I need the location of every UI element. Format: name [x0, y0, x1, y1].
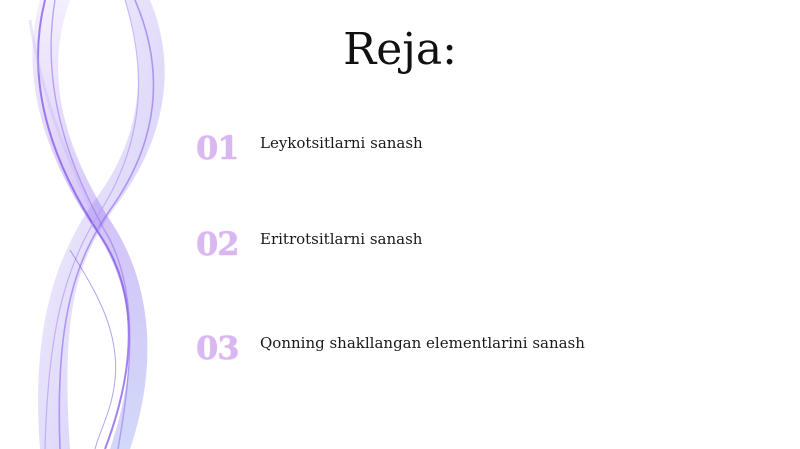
purple-smoke-ribbon-icon: [0, 0, 200, 449]
item-number: 01: [196, 129, 239, 167]
agenda-item: [196, 126, 756, 170]
item-number: 02: [196, 225, 239, 263]
item-number: 03: [196, 329, 239, 367]
item-label: Qonning shakllangan elementlarini sanash: [260, 334, 585, 352]
agenda-item: [196, 326, 756, 370]
agenda-item: [196, 222, 756, 266]
item-label: Eritrotsitlarni sanash: [260, 230, 423, 248]
page-title: Reja:: [343, 24, 457, 75]
item-label: Leykotsitlarni sanash: [260, 134, 423, 152]
